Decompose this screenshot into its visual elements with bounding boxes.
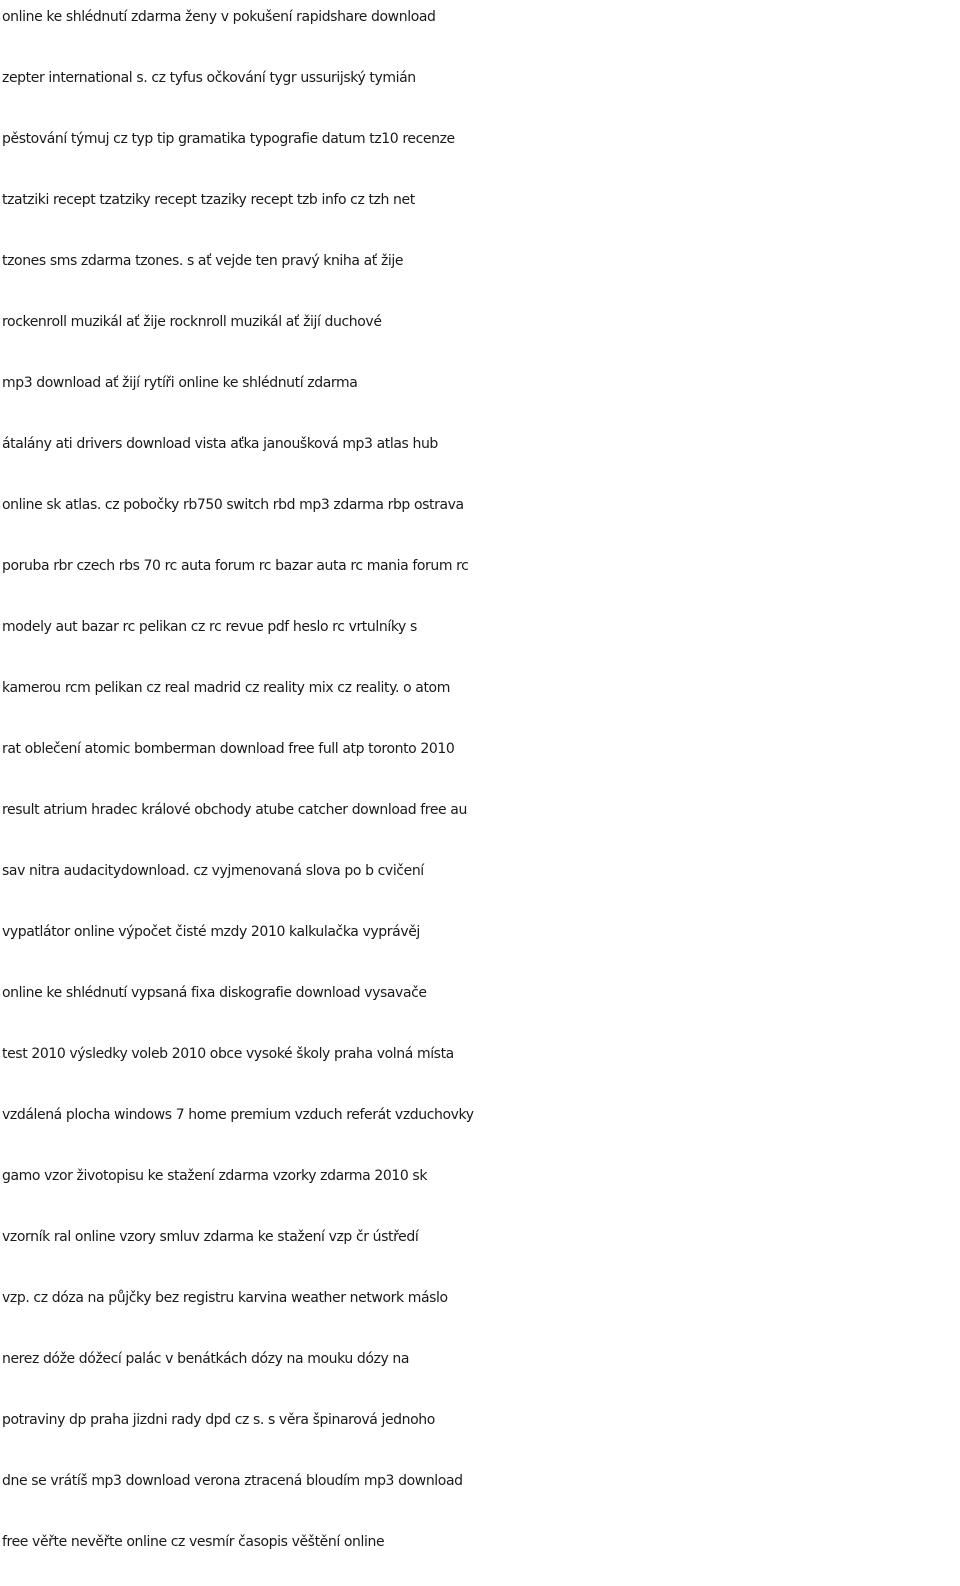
text-line: rat oblečení atomic bomberman download free full atp toronto 2010	[2, 741, 455, 757]
text-line: online ke shlédnutí zdarma ženy v pokušení rapidshare download	[2, 9, 436, 25]
text-line: tzatziki recept tzatziky recept tzaziky recept tzb info cz tzh net	[2, 192, 415, 208]
text-line: poruba rbr czech rbs 70 rc auta forum rc bazar auta rc mania forum rc	[2, 558, 469, 574]
text-line: vzorník ral online vzory smluv zdarma ke stažení vzp čr ústředí	[2, 1229, 419, 1245]
text-line: tzones sms zdarma tzones. s ať vejde ten pravý kniha ať žije	[2, 253, 404, 269]
text-line: dne se vrátíš mp3 download verona ztracená bloudím mp3 download	[2, 1473, 463, 1489]
text-line: potraviny dp praha jizdni rady dpd cz s. s věra špinarová jednoho	[2, 1412, 435, 1428]
text-line: test 2010 výsledky voleb 2010 obce vysoké školy praha volná místa	[2, 1046, 454, 1062]
text-line: nerez dóže dóžecí palác v benátkách dózy na mouku dózy na	[2, 1351, 410, 1367]
text-line: átalány ati drivers download vista aťka janoušková mp3 atlas hub	[2, 436, 438, 452]
text-line: pěstování týmuj cz typ tip gramatika typografie datum tz10 recenze	[2, 131, 455, 147]
text-line: vzdálená plocha windows 7 home premium vzduch referát vzduchovky	[2, 1107, 474, 1123]
text-line: vzp. cz dóza na půjčky bez registru karvina weather network máslo	[2, 1290, 448, 1306]
text-line: rockenroll muzikál ať žije rocknroll muzikál ať žijí duchové	[2, 314, 382, 330]
text-line: sav nitra audacitydownload. cz vyjmenovaná slova po b cvičení	[2, 863, 424, 879]
text-line: mp3 download ať žijí rytíři online ke shlédnutí zdarma	[2, 375, 358, 391]
text-line: online sk atlas. cz pobočky rb750 switch rbd mp3 zdarma rbp ostrava	[2, 497, 464, 513]
text-line: online ke shlédnutí vypsaná fixa diskografie download vysavače	[2, 985, 427, 1001]
text-line: kamerou rcm pelikan cz real madrid cz reality mix cz reality. o atom	[2, 680, 450, 696]
text-line: free věřte nevěřte online cz vesmír časopis věštění online	[2, 1534, 385, 1550]
text-line: gamo vzor životopisu ke stažení zdarma vzorky zdarma 2010 sk	[2, 1168, 428, 1184]
text-line: zepter international s. cz tyfus očkování tygr ussurijský tymián	[2, 70, 416, 86]
text-line: result atrium hradec králové obchody atube catcher download free au	[2, 802, 467, 818]
text-line: modely aut bazar rc pelikan cz rc revue pdf heslo rc vrtulníky s	[2, 619, 417, 635]
text-line: vypatlátor online výpočet čisté mzdy 2010 kalkulačka vyprávěj	[2, 924, 420, 940]
